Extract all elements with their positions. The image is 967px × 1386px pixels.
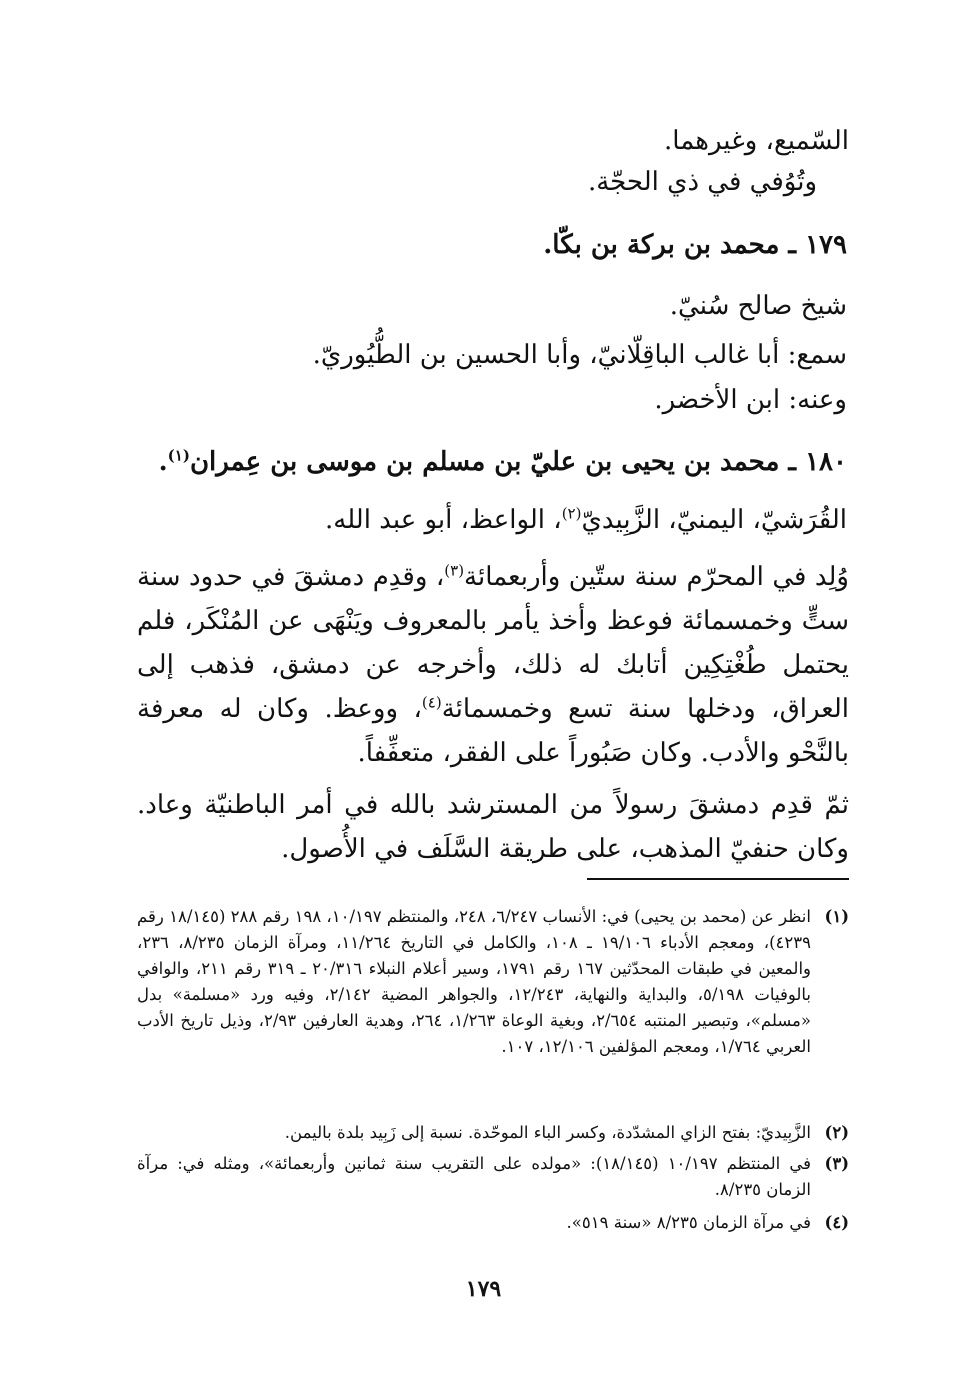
paragraph-text: ، ووعظ. وكان له معرفة بالنَّحْو والأدب. وكان صَبُوراً على الفقر، متعفِّفاً.: [137, 694, 849, 768]
entry-heading-end: .: [158, 447, 168, 477]
footnote-number: (٤): [824, 1213, 849, 1232]
paragraph-biography: [137, 555, 849, 775]
nisba-text-rest: ، الواعظ، أبو عبد الله.: [324, 505, 562, 535]
text-line: وتُوُفي في ذي الحجّة.: [587, 167, 817, 197]
paragraph-text: وُلِد في المحرّم سنة ستّين وأربعمائة: [464, 562, 849, 592]
footnote-ref-1[interactable]: (١): [167, 446, 190, 465]
footnote-text: الزَّبِيديّ: بفتح الزاي المشدّدة، وكسر الباء الموحّدة. نسبة إلى زَبِيد بلدة باليمن.: [284, 1123, 811, 1142]
footnote-text: في مرآة الزمان ٨/٢٣٥ «سنة ٥١٩».: [566, 1213, 811, 1232]
footnote-divider: [587, 878, 849, 880]
footnote-number: (٢): [824, 1123, 849, 1142]
footnote-number: (١): [824, 907, 849, 926]
nisba-text: القُرَشيّ، اليمنيّ، الزَّبِيديّ: [581, 505, 847, 535]
paragraph-later-life: ثمّ قدِم دمشقَ رسولاً من المسترشد بالله في أمر الباطنيّة وعاد. وكان حنفيّ المذهب، على طريقة السَّلَف في الأُصول.: [137, 790, 849, 864]
text-line: وعنه: ابن الأخضر.: [654, 385, 847, 415]
entry-heading-179: ١٧٩ ـ محمد بن بركة بن بكّا.: [543, 230, 847, 260]
text-line: السّميع، وغيرهما.: [664, 126, 849, 156]
footnote-2: [137, 1120, 849, 1146]
footnote-number: (٣): [824, 1154, 849, 1173]
footnote-4: [137, 1210, 849, 1236]
footnote-1: [137, 904, 849, 1060]
text-line: شيخ صالح سُنيّ.: [669, 291, 847, 321]
paragraph-text: ، وقدِم دمشقَ في حدود سنة ستٍّ وخمسمائة فوعظ وأخذ يأمر بالمعروف ويَنْهَى عن المُنْكَر، فلم يحتمل طُغْتِكِين أتابك له ذلك، وأخرجه عن دمشق، فذهب إلى العراق، ودخلها سنة تسع وخمسمائة: [137, 562, 849, 724]
text-line: سمع: أبا غالب الباقِلّانيّ، وأبا الحسين بن الطُّيُوريّ.: [312, 340, 847, 370]
footnote-ref-3[interactable]: (٣): [444, 561, 465, 580]
footnote-ref-2[interactable]: (٢): [561, 504, 582, 523]
footnote-text: في المنتظم ١٠/١٩٧ (١٨/١٤٥): «مولده على التقريب سنة ثمانين وأربعمائة»، ومثله في: مرآة الزمان ٨/٢٣٥.: [137, 1154, 811, 1199]
text-line: [325, 503, 847, 537]
entry-heading-180: [159, 445, 847, 479]
footnote-ref-4[interactable]: (٤): [421, 693, 442, 712]
entry-heading-text: ١٨٠ ـ محمد بن يحيى بن عليّ بن مسلم بن موسى بن عِمران: [189, 447, 847, 477]
page-number: ١٧٩: [465, 1276, 502, 1302]
footnote-text: انظر عن (محمد بن يحيى) في: الأنساب ٦/٢٤٧، ٢٤٨، والمنتظم ١٠/١٩٧، ١٩٨ رقم ٢٨٨ (١٨/١٤٥ رقم ٤٢٣٩)، ومعجم الأدباء ١٩/١٠٦ ـ ١٠٨، والكامل في التاريخ ١١/٢٦٤، ومرآة الزمان ٨/٢٣٥، ٢٣٦، والمعين في طبقات المحدّثين ١٦٧ رقم ١٧٩١، وسير أعلام النبلاء ٢٠/٣١٦ ـ ٣١٩ رقم ٢١١، والوافي بالوفيات ٥/١٩٨، والبداية والنهاية، ١٢/٢٤٣، والجواهر المضية ٢/١٤٢، وفيه ورد «مسلمة» بدل «مسلم»، وتبصير المنتبه ٢/٦٥٤، وبغية الوعاة ١/٢٦٣، ٢٦٤، وهدية العارفين ٢/٩٣، وذيل تاريخ الأدب العربي ١/٧٦٤، ومعجم المؤلفين ١٢/١٠٦، ١٠٧.: [137, 907, 812, 1056]
footnote-3: [137, 1151, 849, 1203]
